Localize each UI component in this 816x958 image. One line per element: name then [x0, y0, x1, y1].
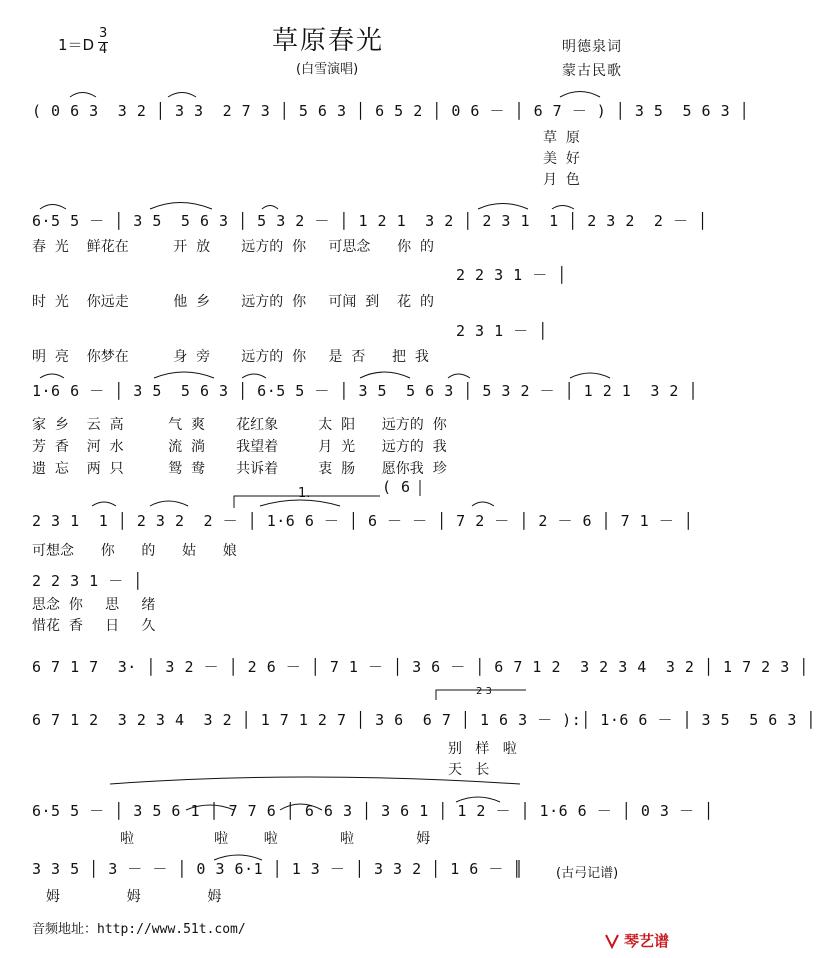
page-subtitle: (白雪演唱)	[296, 62, 359, 77]
lyric-row-6b: 天 长	[448, 762, 490, 778]
pickup-note: ( 6	[382, 478, 411, 496]
lyric-row-2: 春 光 鲜花在 开 放 远方的 你 可思念 你 的	[32, 239, 435, 255]
lyric-row-4-alt-a: 思念 你 思 绪	[32, 597, 156, 613]
lyric-row-3a: 家 乡 云 高 气 爽 花红象 太 阳 远方的 你	[32, 417, 447, 433]
score-row-2: 6·5 5 － │ 3 5 5 6 3 │ 5 3 2 － │ 1 2 1 3 2 │ 2 3 1 1 │ 2 3 2 2 － │	[32, 212, 708, 230]
score-row-8: 3 3 5 │ 3 － － │ 0 3 6·1 │ 1 3 － │ 3 3 2 │ 1 6 － ║	[32, 860, 523, 878]
lyric-row-3c: 遗 忘 两 只 鸳 鸯 共诉着 衷 肠 愿你我 珍	[32, 461, 447, 477]
site-logo	[604, 930, 669, 951]
lyric-row-7: 啦 啦 啦 啦 姆	[120, 831, 431, 847]
score-row-4: 2 3 1 1 │ 2 3 2 2 － │ 1·6 6 － │ 6 － － │ 7 2 － │ 2 － 6 │ 7 1 － │	[32, 512, 694, 530]
lyricist-credit: 明德泉词	[562, 39, 622, 55]
transcriber-credit: (古弓记谱)	[556, 866, 619, 881]
score-row-6: 6 7 1 2 3 2 3 4 3 2 │ 1 7 1 2 7 │ 3 6 6 7 │ 1 6 3 － ):│ 1·6 6 － │ 3 5 5 6 3 │	[32, 711, 816, 729]
score-row-2-alt-b: 2 3 1 － │	[456, 322, 548, 340]
time-signature-bottom: 4	[99, 42, 108, 57]
lyric-row-3b: 芳 香 河 水 流 淌 我望着 月 光 远方的 我	[32, 439, 447, 455]
audio-link[interactable]: 音频地址：http://www.51t.com/	[32, 922, 246, 937]
score-row-7: 6·5 5 － │ 3 5 6 1 │ 7 7 6 │ 6 6 3 │ 3 6 1 │ 1 2 － │ 1·6 6 － │ 0 3 － │	[32, 802, 714, 820]
time-signature-top: 3	[99, 26, 108, 41]
volta-1-label: 1.	[298, 486, 311, 501]
lyric-row-8: 姆 姆 姆	[46, 889, 222, 905]
page-title: 草原春光	[272, 26, 385, 56]
volta-2-label: 2 3	[476, 686, 492, 697]
score-row-2-alt-a: 2 2 3 1 － │	[456, 266, 567, 284]
lyric-row-1a: 草 原	[543, 130, 580, 146]
lyric-row-2-verse3: 明 亮 你梦在 身 旁 远方的 你 是 否 把 我	[32, 349, 429, 365]
lyric-row-2-verse2: 时 光 你远走 他 乡 远方的 你 可闻 到 花 的	[32, 294, 435, 310]
score-row-1: ( 0 6 3 3 2 │ 3 3 2 7 3 │ 5 6 3 │ 6 5 2 │ 0 6 － │ 6 7 － ) │ 3 5 5 6 3 │	[32, 102, 750, 120]
lyric-row-1c: 月 色	[543, 172, 580, 188]
score-row-4-alt: 2 2 3 1 － │	[32, 572, 143, 590]
logo-icon	[604, 933, 620, 949]
logo-text: 琴艺谱	[624, 932, 670, 950]
lyric-row-1b: 美 好	[543, 151, 580, 167]
composer-credit: 蒙古民歌	[562, 63, 622, 79]
lyric-row-6a: 别 样 啦	[448, 741, 517, 757]
lyric-row-4: 可想念 你 的 姑 娘	[32, 543, 237, 559]
score-row-5: 6 7 1 7 3· │ 3 2 － │ 2 6 － │ 7 1 － │ 3 6 － │ 6 7 1 2 3 2 3 4 3 2 │ 1 7 2 3 │	[32, 658, 809, 676]
key-signature: 1＝D	[58, 36, 95, 54]
lyric-row-4-alt-b: 惜花 香 日 久	[32, 618, 156, 634]
score-row-3: 1·6 6 － │ 3 5 5 6 3 │ 6·5 5 － │ 3 5 5 6 3 │ 5 3 2 － │ 1 2 1 3 2 │	[32, 382, 698, 400]
